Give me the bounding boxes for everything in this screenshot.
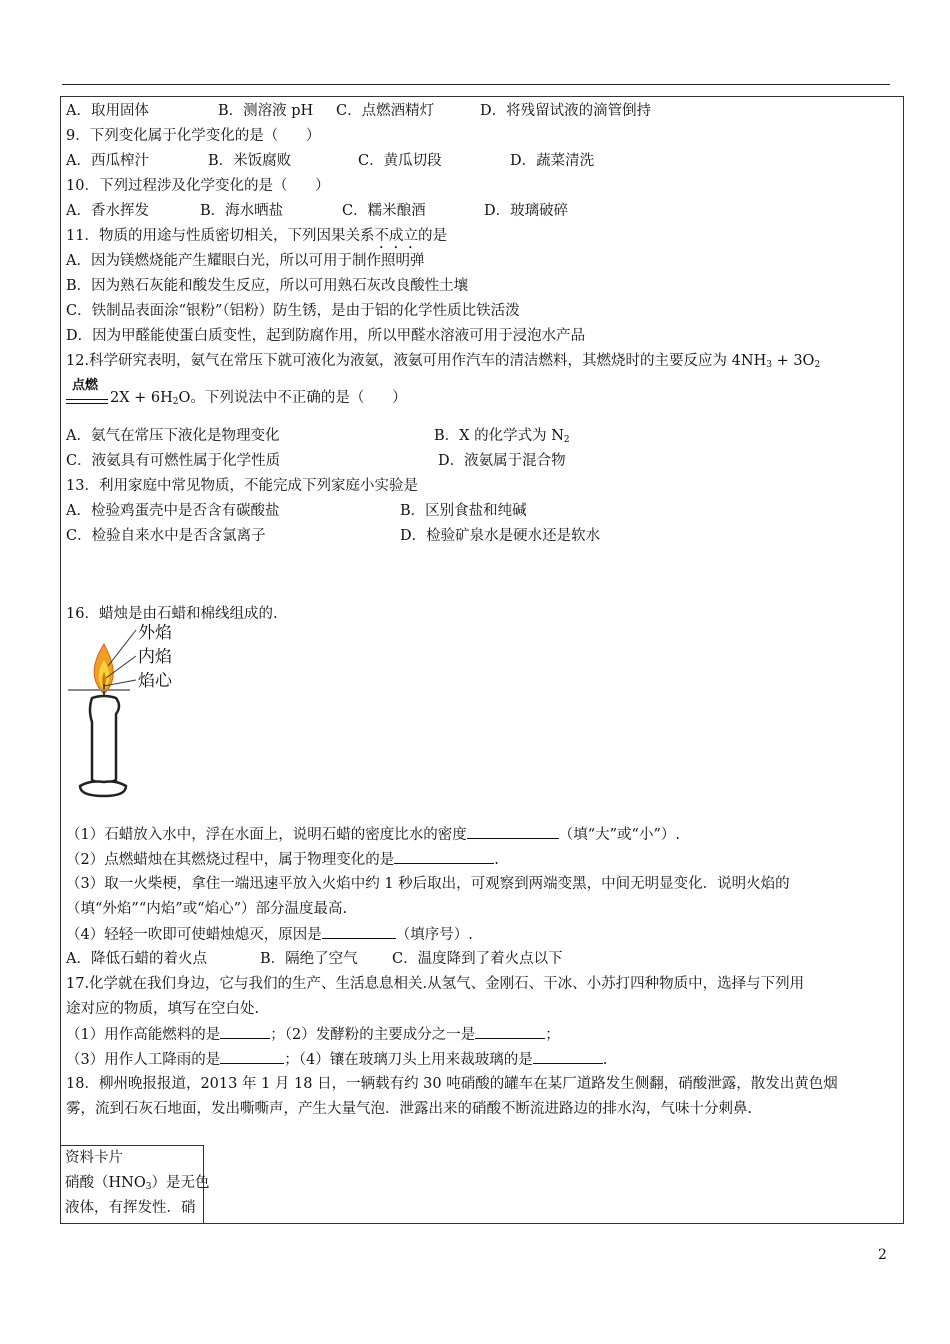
q10-option-a: A．香水挥发 xyxy=(66,203,149,219)
q12-option-d: D．液氨属于混合物 xyxy=(438,453,566,469)
q16-part4: （4）轻轻一吹即可使蜡烛熄灭，原因是 （填序号）. xyxy=(66,924,473,945)
answer-blank[interactable] xyxy=(533,1049,603,1064)
q12-option-c: C．液氨具有可燃性属于化学性质 xyxy=(66,453,281,469)
answer-blank[interactable] xyxy=(475,1024,545,1039)
q16-part1: （1）石蜡放入水中，浮在水面上，说明石蜡的密度比水的密度 （填“大”或“小”）. xyxy=(66,824,680,845)
q8-option-d: D．将残留试液的滴管倒持 xyxy=(480,103,652,119)
label-inner-flame: 内焰 xyxy=(138,647,172,667)
q8-option-c: C．点燃酒精灯 xyxy=(336,103,435,119)
q18-text-line2: 雾，流到石灰石地面，发出嘶嘶声，产生大量气泡．泄露出来的硝酸不断流进路边的排水沟，气味十分刺鼻. xyxy=(66,1101,753,1117)
q12-option-b: B．X 的化学式为 $N_2$ xyxy=(434,428,570,445)
q18-text-line1: 18．柳州晚报报道，2013 年 1 月 18 日，一辆载有约 30 吨硝酸的罐车在某厂道路发生侧翻，硝酸泄露，散发出黄色烟 xyxy=(66,1076,838,1092)
q13-option-c: C．检验自来水中是否含氯离子 xyxy=(66,528,266,544)
header-rule xyxy=(62,84,890,85)
q17-row2: （3）用作人工降雨的是 ；（4）镶在玻璃刀头上用来裁玻璃的是 . xyxy=(66,1049,607,1070)
answer-blank[interactable] xyxy=(322,924,396,939)
q16-part3-line2: （填“外焰”“内焰”或“焰心”）部分温度最高. xyxy=(66,901,348,917)
candle-body xyxy=(90,696,119,783)
q9-option-a: A．西瓜榨汁 xyxy=(66,153,149,169)
q13-stem: 13．利用家庭中常见物质，不能完成下列家庭小实验是 xyxy=(66,478,418,494)
candle-diagram xyxy=(66,618,196,804)
q17-stem-line1: 17.化学就在我们身边，它与我们的生产、生活息息相关.从氢气、金刚石、干冰、小苏打四种物质中，选择与下列用 xyxy=(66,976,805,992)
q10-option-b: B．海水晒盐 xyxy=(200,203,284,219)
answer-blank[interactable] xyxy=(220,1049,284,1064)
q9-stem: 9．下列变化属于化学变化的是（ ） xyxy=(66,128,321,144)
q16-option-a: A．降低石蜡的着火点 xyxy=(66,951,207,967)
reaction-condition-label: 点燃 xyxy=(72,378,99,393)
q10-option-c: C．糯米酿酒 xyxy=(342,203,426,219)
q10-option-d: D．玻璃破碎 xyxy=(484,203,569,219)
q9-option-c: C．黄瓜切段 xyxy=(358,153,442,169)
q16-option-b: B．隔绝了空气 xyxy=(260,951,358,967)
info-card-title: 资料卡片 xyxy=(65,1150,123,1166)
q16-part2: （2）点燃蜡烛在其燃烧过程中，属于物理变化的是 . xyxy=(66,849,499,870)
q13-option-d: D．检验矿泉水是硬水还是软水 xyxy=(400,528,601,544)
q11-stem: 11．物质的用途与性质密切相关，下列因果关系不成立的是 xyxy=(66,228,447,244)
q8-option-b: B．测溶液 pH xyxy=(218,103,314,119)
q16-option-c: C．温度降到了着火点以下 xyxy=(392,951,563,967)
reaction-equals-sign xyxy=(66,399,108,404)
label-outer-flame: 外焰 xyxy=(138,623,172,643)
q12-option-a: A．氨气在常压下液化是物理变化 xyxy=(66,428,280,444)
info-card xyxy=(60,1145,210,1224)
q17-stem-line2: 途对应的物质，填写在空白处. xyxy=(66,1001,260,1017)
q12-stem-line2: $2X + 6H_2O$。下列说法中不正确的是（ ） xyxy=(110,390,407,407)
q16-stem: 16．蜡烛是由石蜡和棉线组成的. xyxy=(66,606,278,622)
page-number: 2 xyxy=(878,1247,887,1263)
info-card-line2: 液体，有挥发性．硝 xyxy=(65,1200,196,1216)
label-flame-core: 焰心 xyxy=(138,671,172,691)
q11-option-c: C．铁制品表面涂“银粉”（铝粉）防生锈，是由于铝的化学性质比铁活泼 xyxy=(66,303,520,319)
q10-stem: 10．下列过程涉及化学变化的是（ ） xyxy=(66,178,330,194)
answer-blank[interactable] xyxy=(467,824,559,839)
pointer-outer-flame xyxy=(108,630,136,666)
q9-option-d: D．蔬菜清洗 xyxy=(510,153,595,169)
candle-holder xyxy=(80,782,126,797)
q8-option-a: A．取用固体 xyxy=(66,103,149,119)
q12-stem-line1: 12.科学研究表明，氨气在常压下就可液化为液氨，液氨可用作汽车的清洁燃料，其燃烧时的主要反应为 $4NH_3 + 3O_2$ xyxy=(66,353,821,370)
answer-blank[interactable] xyxy=(220,1024,270,1039)
q13-option-a: A．检验鸡蛋壳中是否含有碳酸盐 xyxy=(66,503,280,519)
q13-option-b: B．区别食盐和纯碱 xyxy=(400,503,527,519)
emphasis-not-established: 不成立 xyxy=(374,228,418,244)
answer-blank[interactable] xyxy=(394,849,494,864)
q17-row1: （1）用作高能燃料的是 ；（2）发酵粉的主要成分之一是 ； xyxy=(66,1024,560,1045)
q16-part3-line1: （3）取一火柴梗，拿住一端迅速平放入火焰中约 1 秒后取出，可观察到两端变黑，中间无明显变化．说明火焰的 xyxy=(66,876,790,892)
q9-option-b: B．米饭腐败 xyxy=(208,153,292,169)
info-card-line1: 硝酸$(HNO_3)$是无色 xyxy=(65,1175,210,1192)
q11-option-d: D．因为甲醛能使蛋白质变性，起到防腐作用，所以甲醛水溶液可用于浸泡水产品 xyxy=(66,328,586,344)
q11-option-b: B．因为熟石灰能和酸发生反应，所以可用熟石灰改良酸性土壤 xyxy=(66,278,469,294)
q11-option-a: A．因为镁燃烧能产生耀眼白光，所以可用于制作照明弹 xyxy=(66,253,425,269)
